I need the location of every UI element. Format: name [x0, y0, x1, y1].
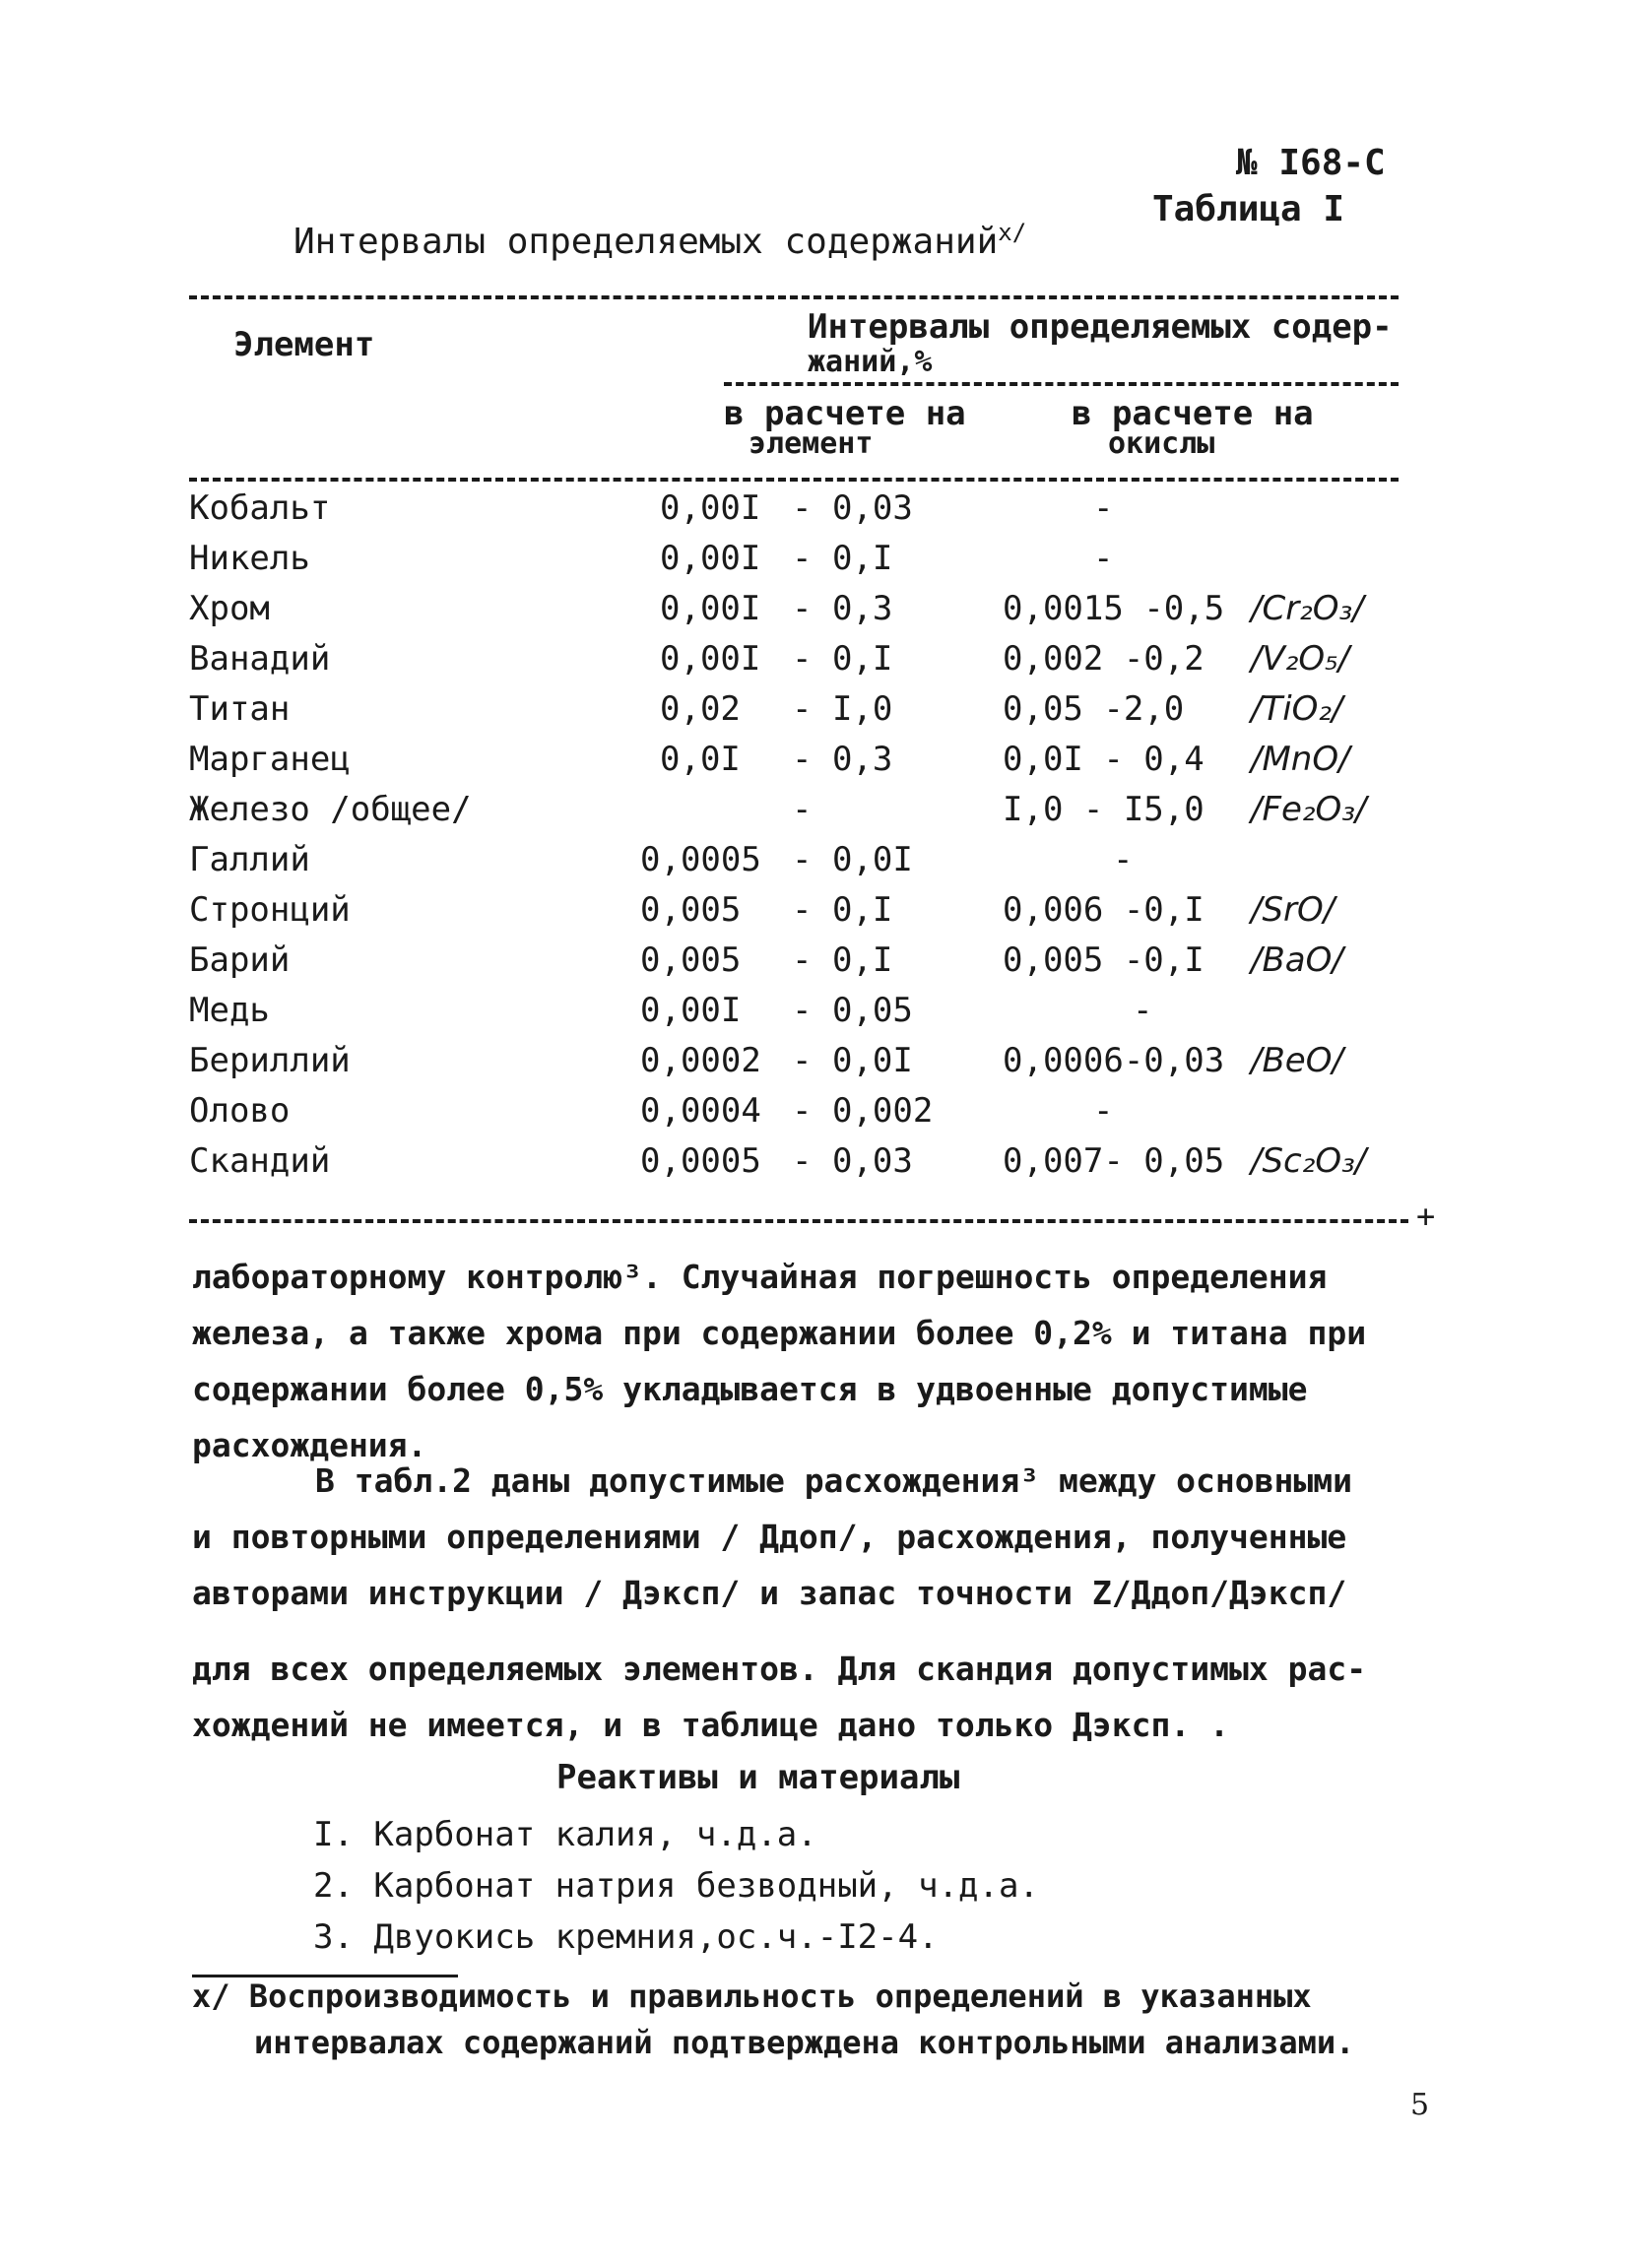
cell-oxide-dash: -: [1093, 539, 1114, 578]
column-header-oxide-calc-2: окислы: [1108, 426, 1215, 461]
page-number: 5: [1410, 2088, 1430, 2122]
cell-oxide-formula: /MnO/: [1251, 740, 1350, 779]
table-title-footnote-mark: x/: [998, 219, 1027, 246]
paragraph-line: хождений не имеется, и в таблице дано только Дэксп. .: [192, 1706, 1229, 1744]
cell-range-high: - 0,002: [792, 1091, 934, 1131]
reagent-item: 3. Двуокись кремния,ос.ч.-I2-4.: [313, 1917, 939, 1957]
table-row: [0, 639, 1628, 690]
table-row: [0, 589, 1628, 640]
cell-range-low: 0,00I: [660, 488, 761, 528]
cell-oxide-formula: /BeO/: [1251, 1041, 1343, 1080]
cell-element: Хром: [189, 589, 270, 628]
table-row: [0, 790, 1628, 841]
paragraph-line: для всех определяемых элементов. Для скандия допустимых рас-: [192, 1650, 1367, 1688]
cell-element: Барий: [189, 940, 291, 980]
cell-range-high: - 0,I: [792, 539, 893, 578]
cell-range-low: 0,0002: [640, 1041, 761, 1080]
table-label: Таблица I: [1152, 189, 1345, 229]
cell-oxide-range: 0,007- 0,05: [1003, 1141, 1225, 1181]
cell-range-low: 0,0005: [640, 840, 761, 879]
document-number: № I68-С: [1236, 143, 1386, 183]
paragraph-line: авторами инструкции / Дэксп/ и запас точности Z/Ддоп/Дэксп/: [192, 1574, 1347, 1612]
table-row: [0, 890, 1628, 941]
paragraph-line: и повторными определениями / Ддоп/, расхождения, полученные: [192, 1518, 1347, 1556]
cell-range-low: 0,00I: [660, 539, 761, 578]
table-bottom-rule: [189, 1219, 1408, 1223]
table-header-rule: [189, 478, 1399, 482]
column-header-element-calc-2: элемент: [749, 426, 874, 461]
cell-oxide-range: I,0 - I5,0: [1003, 790, 1205, 829]
cell-range-high: - 0,03: [792, 1141, 913, 1181]
table-title-text: Интервалы определяемых содержаний: [293, 222, 999, 262]
cell-element: Медь: [189, 991, 270, 1030]
column-header-element-calc-1: в расчете на: [724, 394, 966, 433]
cell-range-low: 0,0004: [640, 1091, 761, 1131]
cell-element: Ванадий: [189, 639, 331, 679]
paragraph-line: железа, а также хрома при содержании более 0,2% и титана при: [192, 1314, 1367, 1352]
cell-element: Бериллий: [189, 1041, 351, 1080]
reagent-item: 2. Карбонат натрия безводный, ч.д.а.: [313, 1866, 1039, 1906]
table-row: [0, 740, 1628, 791]
cell-range-high: - 0,03: [792, 488, 913, 528]
footnote-line-1: x/ Воспроизводимость и правильность определений в указанных: [192, 1977, 1312, 2015]
cell-range-high: - 0,3: [792, 589, 893, 628]
cell-oxide-range: 0,005 -0,I: [1003, 940, 1205, 980]
column-header-oxide-calc-1: в расчете на: [1072, 394, 1314, 433]
table-top-rule: [189, 295, 1399, 299]
cell-range-low: 0,005: [640, 940, 742, 980]
cell-element: Никель: [189, 539, 310, 578]
cell-range-high: -: [792, 790, 813, 829]
cell-range-low: 0,02: [660, 689, 741, 729]
cell-element: Галлий: [189, 840, 310, 879]
paragraph-2: [192, 1453, 1423, 1753]
table-row: [0, 940, 1628, 992]
reagent-item: I. Карбонат калия, ч.д.а.: [313, 1815, 817, 1854]
table-row: [0, 488, 1628, 540]
cell-range-high: - 0,0I: [792, 840, 913, 879]
column-group-header-line2: жаний,%: [808, 345, 933, 379]
cell-oxide-formula: /V₂O₅/: [1251, 639, 1350, 679]
cell-element: Стронций: [189, 890, 351, 930]
cell-element: Марганец: [189, 740, 351, 779]
cell-range-high: - I,0: [792, 689, 893, 729]
table-title: [293, 219, 1026, 262]
cell-element: Кобальт: [189, 488, 331, 528]
cell-range-low: 0,00I: [640, 991, 742, 1030]
footnote-line-2: интервалах содержаний подтверждена контрольными анализами.: [254, 2024, 1355, 2061]
column-group-rule: [724, 382, 1399, 386]
table-row: [0, 689, 1628, 741]
cell-range-low: 0,005: [640, 890, 742, 930]
cell-range-high: - 0,3: [792, 740, 893, 779]
cell-oxide-dash: -: [1093, 1091, 1114, 1131]
cell-oxide-dash: -: [1093, 488, 1114, 528]
cell-oxide-formula: /BaO/: [1251, 940, 1343, 980]
table-row: [0, 991, 1628, 1042]
cell-range-low: 0,00I: [660, 589, 761, 628]
cell-oxide-range: 0,0015 -0,5: [1003, 589, 1225, 628]
table-row: [0, 840, 1628, 891]
table-row: [0, 539, 1628, 590]
cell-range-low: 0,0I: [660, 740, 741, 779]
cell-oxide-range: 0,002 -0,2: [1003, 639, 1205, 679]
cell-oxide-range: 0,006 -0,I: [1003, 890, 1205, 930]
cell-oxide-range: 0,05 -2,0: [1003, 689, 1185, 729]
cell-range-high: - 0,I: [792, 940, 893, 980]
paragraph-line: расхождения.: [192, 1426, 427, 1464]
cell-element: Олово: [189, 1091, 291, 1131]
cell-oxide-range: 0,0006-0,03: [1003, 1041, 1225, 1080]
cell-element: Железо /общее/: [189, 790, 472, 829]
column-header-element: Элемент: [233, 325, 375, 364]
table-row: [0, 1091, 1628, 1142]
paragraph-1: [192, 1249, 1423, 1473]
cell-range-high: - 0,I: [792, 890, 893, 930]
cell-oxide-formula: /Sc₂O₃/: [1251, 1141, 1367, 1181]
column-group-header-line1: Интервалы определяемых содер-: [808, 307, 1393, 347]
cell-range-high: - 0,0I: [792, 1041, 913, 1080]
cell-element: Скандий: [189, 1141, 331, 1181]
cell-range-high: - 0,05: [792, 991, 913, 1030]
cell-oxide-range: 0,0I - 0,4: [1003, 740, 1205, 779]
cell-oxide-formula: /Fe₂O₃/: [1251, 790, 1367, 829]
cell-oxide-formula: /Cr₂O₃/: [1251, 589, 1364, 628]
cell-range-low: 0,0005: [640, 1141, 761, 1181]
cell-oxide-dash: -: [1133, 991, 1153, 1030]
table-row: [0, 1141, 1628, 1193]
table-row: [0, 1041, 1628, 1092]
paragraph-line: содержании более 0,5% укладывается в удвоенные допустимые: [192, 1370, 1308, 1408]
cell-range-high: - 0,I: [792, 639, 893, 679]
cell-range-low: 0,00I: [660, 639, 761, 679]
cell-oxide-formula: /SrO/: [1251, 890, 1335, 930]
cell-element: Титан: [189, 689, 291, 729]
reagents-title: Реактивы и материалы: [556, 1758, 960, 1797]
cell-oxide-formula: /TiO₂/: [1251, 689, 1343, 729]
cell-oxide-dash: -: [1113, 840, 1134, 879]
table-end-mark: +: [1416, 1198, 1436, 1235]
paragraph-line: В табл.2 даны допустимые расхождения³ между основными: [315, 1461, 1352, 1500]
paragraph-line: лабораторному контролю³. Случайная погрешность определения: [192, 1258, 1328, 1296]
